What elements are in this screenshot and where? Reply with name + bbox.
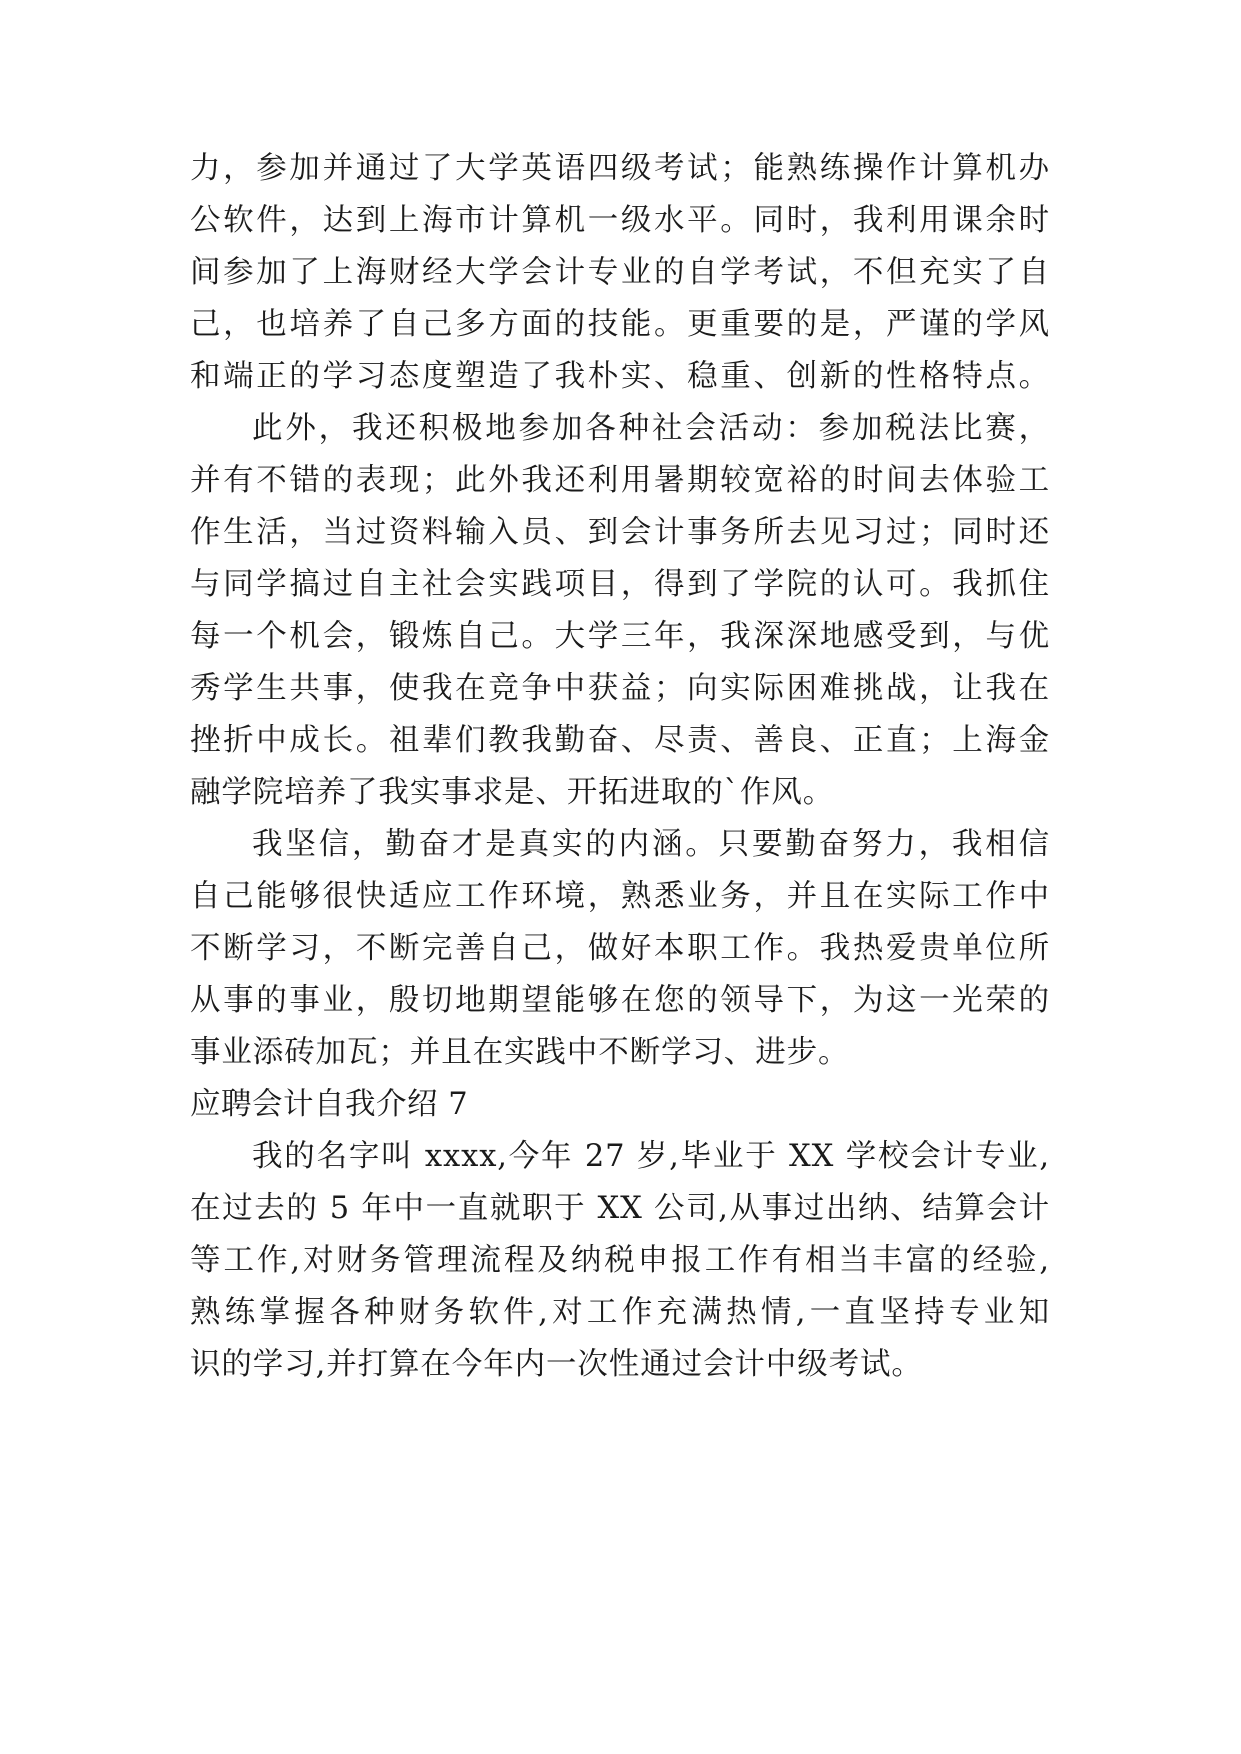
paragraph-3-line-1: 我坚信，勤奋才是真实的内涵。只要勤奋努力，我相信 — [252, 827, 1050, 862]
paragraph-4-line-1: 我的名字叫 xxxx,今年 27 岁,毕业于 XX 学校会计专业, — [252, 1139, 1050, 1174]
section-heading: 应聘会计自我介绍 7 — [190, 1087, 469, 1122]
paragraph-2-line-6: 秀学生共事，使我在竞争中获益；向实际困难挑战，让我在 — [190, 671, 1050, 706]
paragraph-2-line-1: 此外，我还积极地参加各种社会活动：参加税法比赛， — [252, 411, 1050, 446]
paragraph-1-line-3: 间参加了上海财经大学会计专业的自学考试，不但充实了自 — [190, 255, 1050, 290]
paragraph-4-line-2: 在过去的 5 年中一直就职于 XX 公司,从事过出纳、结算会计 — [190, 1191, 1050, 1226]
paragraph-3-line-5: 事业添砖加瓦；并且在实践中不断学习、进步。 — [190, 1035, 850, 1070]
paragraph-2-line-2: 并有不错的表现；此外我还利用暑期较宽裕的时间去体验工 — [190, 463, 1050, 498]
paragraph-4-line-3: 等工作,对财务管理流程及纳税申报工作有相当丰富的经验, — [190, 1243, 1050, 1278]
paragraph-1-line-2: 公软件，达到上海市计算机一级水平。同时，我利用课余时 — [190, 203, 1050, 238]
paragraph-3-line-3: 不断学习，不断完善自己，做好本职工作。我热爱贵单位所 — [190, 931, 1050, 966]
paragraph-2-line-4: 与同学搞过自主社会实践项目，得到了学院的认可。我抓住 — [190, 567, 1050, 602]
paragraph-3-line-4: 从事的事业，殷切地期望能够在您的领导下，为这一光荣的 — [190, 983, 1050, 1018]
paragraph-1-line-5: 和端正的学习态度塑造了我朴实、稳重、创新的性格特点。 — [190, 359, 1050, 394]
paragraph-2-line-3: 作生活，当过资料输入员、到会计事务所去见习过；同时还 — [190, 515, 1050, 550]
paragraph-3-line-2: 自己能够很快适应工作环境，熟悉业务，并且在实际工作中 — [190, 879, 1050, 914]
paragraph-2-line-8: 融学院培养了我实事求是、开拓进取的`作风。 — [190, 775, 835, 810]
paragraph-4-line-4: 熟练掌握各种财务软件,对工作充满热情,一直坚持专业知 — [190, 1295, 1050, 1330]
paragraph-2-line-5: 每一个机会，锻炼自己。大学三年，我深深地感受到，与优 — [190, 619, 1050, 654]
paragraph-4-line-5: 识的学习,并打算在今年内一次性通过会计中级考试。 — [190, 1347, 923, 1382]
paragraph-2-line-7: 挫折中成长。祖辈们教我勤奋、尽责、善良、正直；上海金 — [190, 723, 1050, 758]
paragraph-1-line-4: 己，也培养了自己多方面的技能。更重要的是，严谨的学风 — [190, 307, 1050, 342]
paragraph-1-line-1: 力，参加并通过了大学英语四级考试；能熟练操作计算机办 — [190, 151, 1050, 186]
